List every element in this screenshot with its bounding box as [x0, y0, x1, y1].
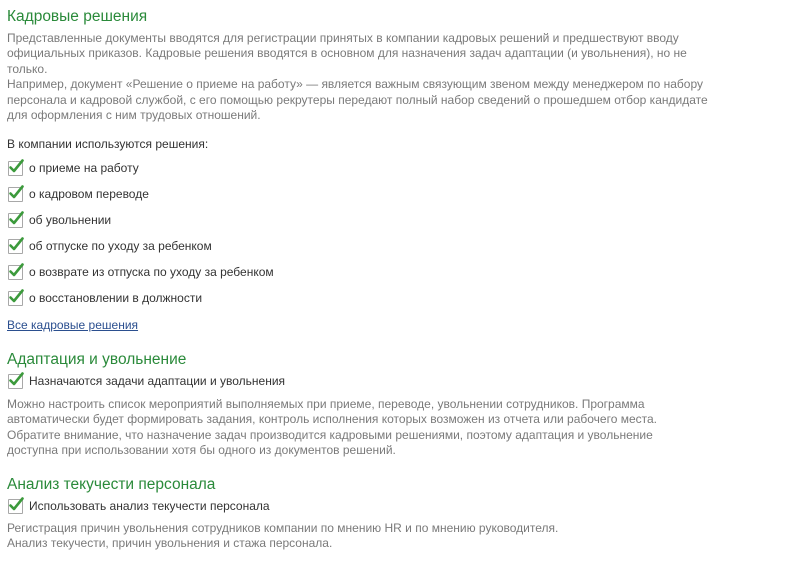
- used-decisions-label: В компании используются решения:: [7, 137, 209, 151]
- desc-line: автоматически будет формировать задания, контроль исполнения которых возможен из отчета или рабочего места.: [7, 412, 657, 427]
- decision-parental-leave-option[interactable]: [8, 237, 212, 255]
- dismissal-label: об увольнении: [29, 213, 112, 227]
- desc-line: Регистрация причин увольнения сотрудников компании по мнению HR и по мнению руководителя.: [7, 521, 559, 535]
- return-from-leave-label: о возврате из отпуска по уходу за ребенком: [29, 265, 274, 279]
- desc-line: только.: [7, 61, 48, 76]
- turnover-analysis-label: Использовать анализ текучести персонала: [29, 499, 270, 513]
- parental-leave-label: об отпуске по уходу за ребенком: [29, 239, 212, 253]
- dismissal-checkbox[interactable]: [8, 213, 23, 228]
- turnover-title: Анализ текучести персонала: [7, 476, 216, 493]
- adaptation-title: Адаптация и увольнение: [7, 351, 187, 368]
- desc-line: для оформления с ним трудовых отношений.: [7, 108, 261, 123]
- turnover-description: [7, 521, 782, 552]
- hr-decisions-description: [7, 31, 782, 123]
- desc-line: Например, документ «Решение о приеме на работу» — является важным связующим звеном между менеджером по набору: [7, 77, 703, 92]
- desc-line: Анализ текучести, причин увольнения и стажа персонала.: [7, 536, 333, 551]
- decision-return-from-leave-option[interactable]: [8, 263, 274, 281]
- desc-line: Представленные документы вводятся для регистрации принятых в компании кадровых решений и предшествуют вводу: [7, 31, 679, 45]
- transfer-checkbox[interactable]: [8, 187, 23, 202]
- reinstatement-checkbox[interactable]: [8, 291, 23, 306]
- all-hr-decisions-link[interactable]: Все кадровые решения: [7, 318, 139, 332]
- decision-reinstatement-option[interactable]: [8, 289, 202, 307]
- turnover-analysis-option[interactable]: [8, 497, 270, 515]
- desc-line: персонала и кадровой службой, с его помощью рекрутеры передают полный набор сведений о прошедшем отбор кандидате: [7, 92, 708, 107]
- hire-checkbox[interactable]: [8, 161, 23, 176]
- return-from-leave-checkbox[interactable]: [8, 265, 23, 280]
- desc-line: Обратите внимание, что назначение задач производится кадровыми решениями, поэтому адаптация и увольнение: [7, 427, 653, 442]
- adaptation-tasks-option[interactable]: [8, 372, 285, 390]
- reinstatement-label: о восстановлении в должности: [29, 291, 203, 305]
- adaptation-tasks-label: Назначаются задачи адаптации и увольнения: [29, 374, 286, 388]
- transfer-label: о кадровом переводе: [29, 187, 149, 201]
- desc-line: доступна при использовании хотя бы одного из документов решений.: [7, 443, 396, 458]
- turnover-analysis-checkbox[interactable]: [8, 499, 23, 514]
- hire-label: о приеме на работу: [29, 161, 139, 175]
- decision-dismissal-option[interactable]: [8, 211, 111, 229]
- adaptation-tasks-checkbox[interactable]: [8, 374, 23, 389]
- parental-leave-checkbox[interactable]: [8, 239, 23, 254]
- desc-line: официальных приказов. Кадровые решения вводятся в основном для назначения задач адаптации (и увольнения), но не: [7, 46, 687, 61]
- hr-decisions-title: Кадровые решения: [7, 8, 148, 25]
- adaptation-description: [7, 397, 782, 459]
- decision-transfer-option[interactable]: [8, 185, 149, 203]
- decision-hire-option[interactable]: [8, 159, 139, 177]
- desc-line: Можно настроить список мероприятий выполняемых при приеме, переводе, увольнении сотрудников. Программа: [7, 397, 645, 411]
